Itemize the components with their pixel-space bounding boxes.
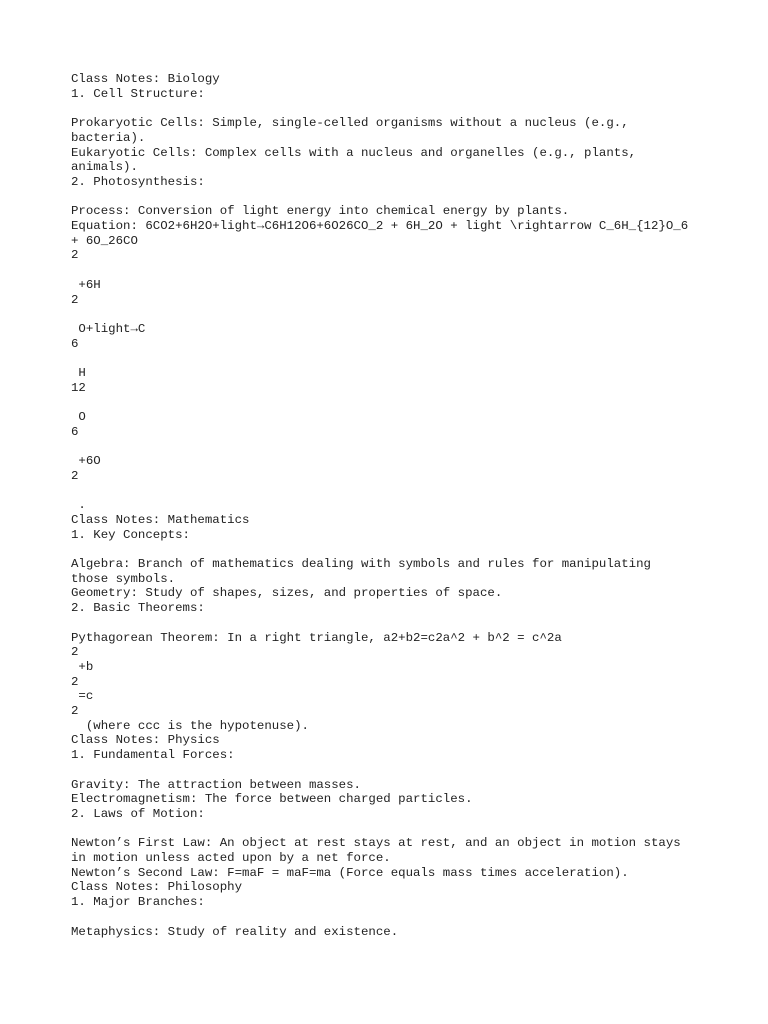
text-line: [71, 263, 731, 278]
text-line: 12: [71, 380, 86, 395]
text-line: 1. Cell Structure:: [71, 86, 205, 101]
text-line: bacteria).: [71, 130, 146, 145]
text-line: 2: [71, 645, 79, 660]
text-line: Geometry: Study of shapes, sizes, and properties of space.: [71, 586, 503, 601]
text-line: 2: [71, 674, 79, 689]
text-line: in motion unless acted upon by a net force.: [71, 851, 391, 866]
text-line: those symbols.: [71, 571, 176, 586]
text-line: O: [71, 410, 86, 425]
text-line: .: [71, 498, 86, 513]
text-line: H: [71, 365, 86, 380]
text-line: animals).: [71, 160, 138, 175]
text-line: Class Notes: Physics: [71, 733, 220, 748]
text-line: Newton’s Second Law: F=maF = maF=ma (Force equals mass times acceleration).: [71, 865, 629, 880]
document-page: [71, 72, 731, 939]
text-line: 6: [71, 336, 79, 351]
text-line: + 6O_26CO: [71, 233, 138, 248]
text-line: 2. Laws of Motion:: [71, 806, 205, 821]
text-line: [71, 101, 731, 116]
text-line: 1. Fundamental Forces:: [71, 748, 235, 763]
text-line: 2: [71, 468, 79, 483]
text-line: 1. Key Concepts:: [71, 527, 190, 542]
text-line: Class Notes: Biology: [71, 72, 220, 86]
text-line: 2: [71, 292, 79, 307]
text-line: [71, 190, 731, 205]
text-line: 6: [71, 424, 79, 439]
text-line: [71, 616, 731, 631]
text-line: [71, 439, 731, 454]
text-line: Class Notes: Mathematics: [71, 512, 250, 527]
text-line: [71, 307, 731, 322]
text-line: Metaphysics: Study of reality and existence.: [71, 924, 399, 939]
text-line: Gravity: The attraction between masses.: [71, 777, 361, 792]
text-line: 1. Major Branches:: [71, 895, 205, 910]
text-line: 2. Basic Theorems:: [71, 601, 205, 616]
text-line: [71, 351, 731, 366]
text-line: Pythagorean Theorem: In a right triangle, a2+b2=c2a^2 + b^2 = c^2a: [71, 630, 562, 645]
text-line: Newton’s First Law: An object at rest stays at rest, and an object in motion stays: [71, 836, 681, 851]
text-line: O+light→C: [71, 321, 146, 336]
text-line: +6O: [71, 454, 101, 469]
text-line: [71, 763, 731, 778]
text-line: Eukaryotic Cells: Complex cells with a nucleus and organelles (e.g., plants,: [71, 145, 637, 160]
text-line: [71, 910, 731, 925]
text-line: [71, 822, 731, 837]
text-line: Prokaryotic Cells: Simple, single-celled organisms without a nucleus (e.g.,: [71, 116, 629, 131]
text-line: +6H: [71, 277, 101, 292]
text-line: Equation: 6CO2+6H2O+light→C6H12O6+6O26CO_2 + 6H_2O + light \rightarrow C_6H_{12}O_6: [71, 219, 689, 233]
text-line: +b: [71, 659, 94, 674]
text-line: 2: [71, 704, 79, 719]
text-line: Electromagnetism: The force between charged particles.: [71, 792, 473, 807]
text-line: 2. Photosynthesis:: [71, 174, 205, 189]
text-line: [71, 395, 731, 410]
text-line: Process: Conversion of light energy into chemical energy by plants.: [71, 204, 570, 219]
text-line: (where ccc is the hypotenuse).: [71, 718, 309, 733]
text-line: 2: [71, 248, 79, 263]
text-line: [71, 542, 731, 557]
text-line: Algebra: Branch of mathematics dealing with symbols and rules for manipulating: [71, 557, 651, 572]
text-line: [71, 484, 731, 499]
text-line: Class Notes: Philosophy: [71, 880, 243, 895]
text-line: =c: [71, 689, 94, 704]
